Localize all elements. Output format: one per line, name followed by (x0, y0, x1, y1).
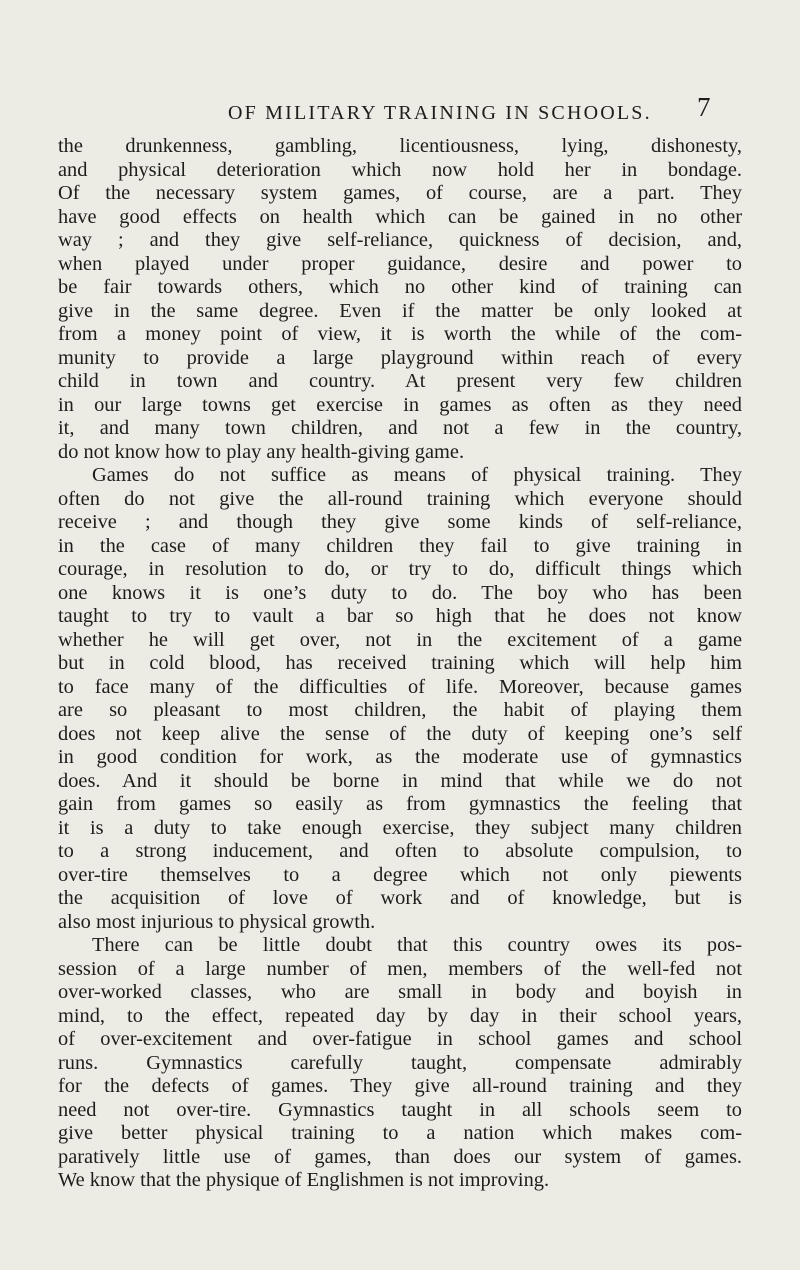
text-line: the acquisition of love of work and of knowledge, but is (58, 887, 742, 909)
text-line: to a strong inducement, and often to absolute compulsion, to (58, 840, 742, 862)
text-line: session of a large number of men, members of the well-fed not (58, 957, 742, 980)
text-line: We know that the physique of Englishmen is not improving. (58, 1169, 550, 1191)
text-line: and physical deterioration which now hold her in bondage. (58, 158, 742, 181)
text-line: over-tire themselves to a degree which not only piewents (58, 863, 742, 886)
text-line: over-worked classes, who are small in body and boyish in (58, 981, 742, 1003)
text-line: it is a duty to take enough exercise, they subject many children (58, 816, 742, 839)
text-line: mind, to the effect, repeated day by day in their school years, (58, 1004, 742, 1027)
text-line: courage, in resolution to do, or try to do, difficult things which (58, 558, 742, 580)
text-line: one knows it is one’s duty to do. The boy who has been (58, 581, 742, 604)
text-line: gain from games so easily as from gymnastics the feeling that (58, 793, 742, 815)
text-line: munity to provide a large playground within reach of every (58, 346, 742, 369)
text-line: There can be little doubt that this country owes its pos- (92, 934, 742, 956)
text-line: the drunkenness, gambling, licentiousness, lying, dishonesty, (58, 135, 742, 157)
running-title: OF MILITARY TRAINING IN SCHOOLS. (228, 102, 652, 124)
text-line: of over-excitement and over-fatigue in school games and school (58, 1028, 742, 1050)
text-line: give better physical training to a nation which makes com- (58, 1122, 742, 1144)
text-line: also most injurious to physical growth. (58, 910, 376, 933)
text-line: runs. Gymnastics carefully taught, compensate admirably (58, 1051, 742, 1074)
text-line: way ; and they give self-reliance, quickness of decision, and, (58, 229, 742, 251)
text-line: paratively little use of games, than does our system of games. (58, 1145, 742, 1168)
text-line: need not over-tire. Gymnastics taught in all schools seem to (58, 1098, 742, 1121)
page-number: 7 (697, 92, 711, 122)
text-line: in the case of many children they fail to give training in (58, 534, 742, 557)
running-head (0, 94, 800, 134)
text-line: in our large towns get exercise in games as often as they need (58, 393, 742, 416)
text-line: does not keep alive the sense of the duty of keeping one’s self (58, 722, 742, 745)
text-line: be fair towards others, which no other kind of training can (58, 276, 742, 298)
text-line: in good condition for work, as the moderate use of gymnastics (58, 746, 742, 768)
text-line: often do not give the all-round training which everyone should (58, 487, 742, 510)
text-line: child in town and country. At present very few children (58, 370, 742, 392)
text-line: have good effects on health which can be gained in no other (58, 205, 742, 228)
text-line: does. And it should be borne in mind that while we do not (58, 769, 742, 792)
text-line: but in cold blood, has received training which will help him (58, 652, 742, 674)
text-line: receive ; and though they give some kinds of self-reliance, (58, 511, 742, 533)
text-line: from a money point of view, it is worth the while of the com- (58, 323, 742, 345)
text-line: when played under proper guidance, desire and power to (58, 252, 742, 275)
text-line: taught to try to vault a bar so high that he does not know (58, 605, 742, 627)
text-line: are so pleasant to most children, the habit of playing them (58, 699, 742, 721)
text-line: do not know how to play any health-giving game. (58, 440, 465, 463)
text-line: give in the same degree. Even if the matter be only looked at (58, 299, 742, 322)
text-line: it, and many town children, and not a few in the country, (58, 417, 742, 439)
text-line: for the defects of games. They give all-round training and they (58, 1075, 742, 1097)
body-text (58, 135, 742, 1193)
text-line: whether he will get over, not in the excitement of a game (58, 628, 742, 651)
text-line: to face many of the difficulties of life. Moreover, because games (58, 675, 742, 698)
text-line: Games do not suffice as means of physical training. They (92, 464, 742, 486)
text-line: Of the necessary system games, of course, are a part. They (58, 182, 742, 204)
